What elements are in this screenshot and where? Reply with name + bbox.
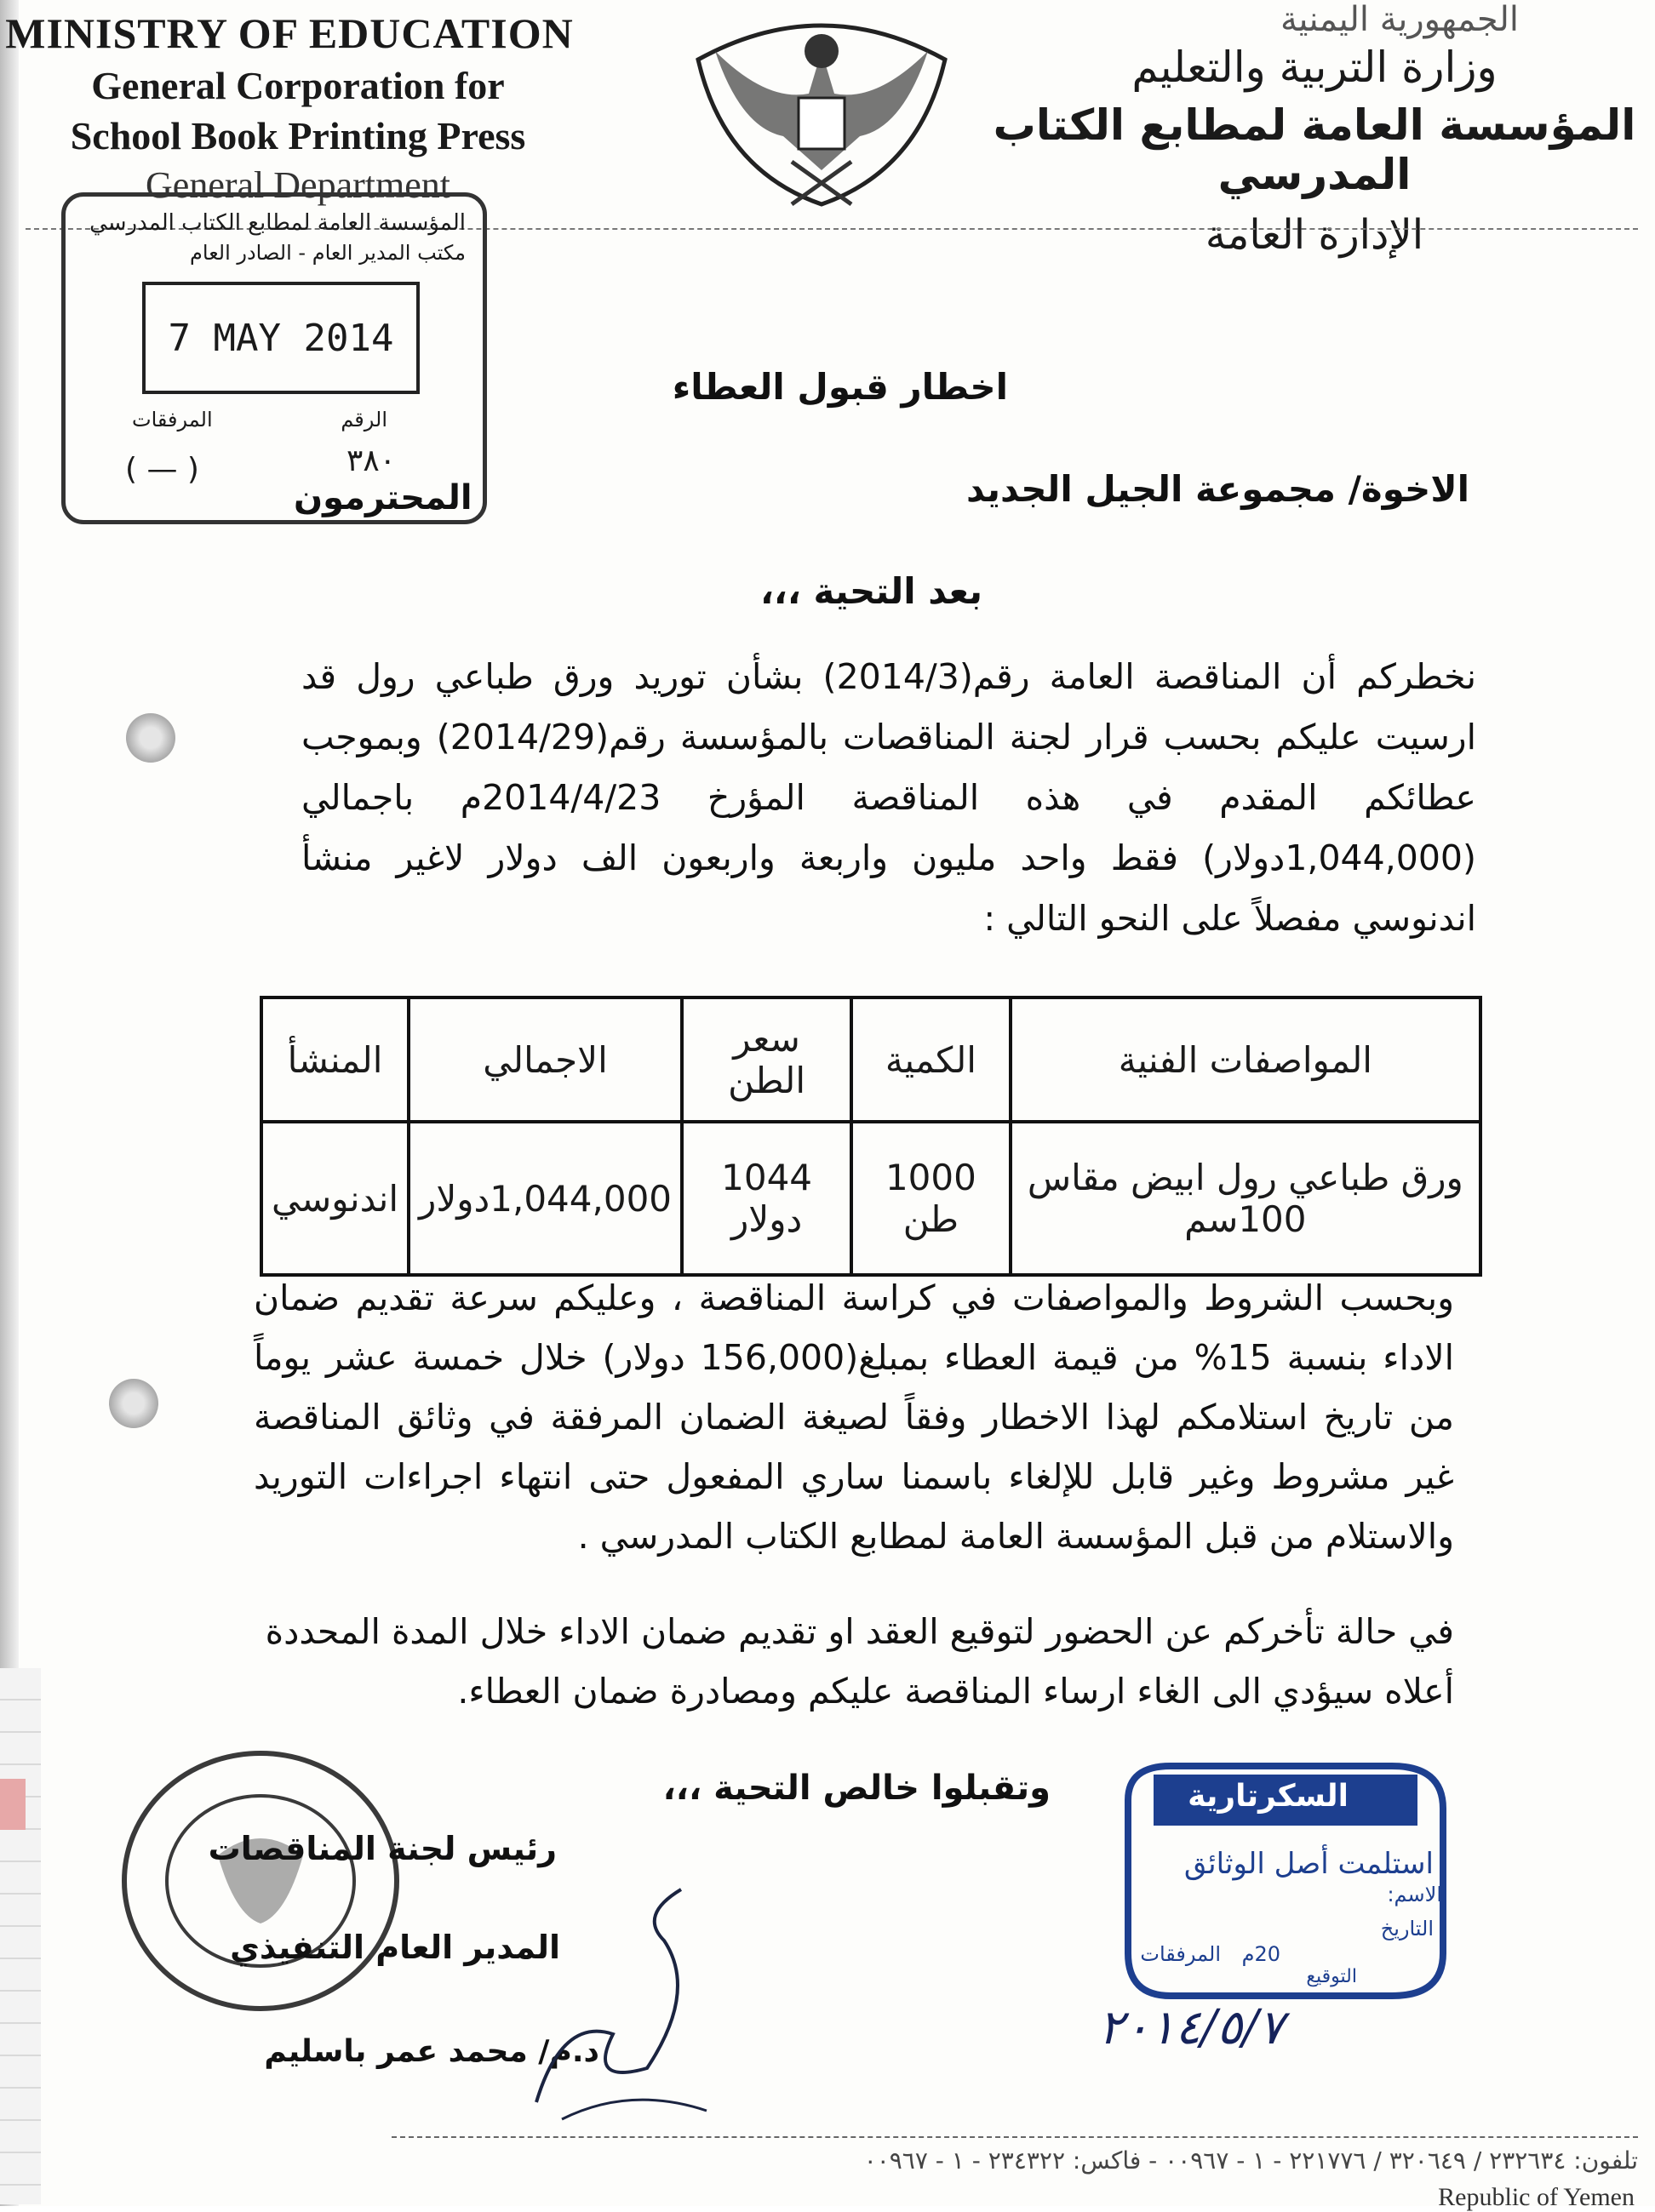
receipt-stamp-title: السكرتارية (1188, 1779, 1349, 1814)
table-cell: 1000 طن (851, 1122, 1011, 1275)
handwritten-signature-icon (511, 1864, 732, 2136)
letter-salutation: الاخوة/ مجموعة الجيل الجديد (966, 468, 1469, 510)
letter-greeting: بعد التحية ،،، (759, 570, 982, 612)
header-cell: المواصفات الفنية (1011, 997, 1480, 1122)
punch-hole-icon (126, 713, 175, 763)
signature-committee-title: رئيس لجنة المناقصات (208, 1830, 557, 1867)
receipt-stamp-attachments: المرفقات (1140, 1942, 1221, 1966)
table-header-row (261, 997, 1480, 1122)
letter-closing: وتقبلوا خالص التحية ،،، (662, 1769, 1051, 1808)
letter-paragraph-guarantee: وبحسب الشروط والمواصفات في كراسة المناقصة ، وعليكم سرعة تقديم ضمان الاداء بنسبة 15% من قيمة العطاء بمبلغ(156,000 دولار) خلال خمسة عشر يوماً من تاريخ استلامكم لهذا الاخطار وفقاً لصيغة الضمان المرفقة في وثائق المناقصة غير مشروط وغير قابل للإلغاء باسمنا ساري المفعول حتى انتهاء اجراءات التوريد والاستلام من قبل المؤسسة العامة لمطابع الكتاب المدرسي . (254, 1277, 1454, 1557)
table-row (261, 1122, 1480, 1275)
letter-title: اخطار قبول العطاء (672, 366, 1008, 408)
stamp-number-label: الرقم (341, 408, 387, 432)
footer-country-en: Republic of Yemen (1438, 2183, 1635, 2211)
signature-name: د.م/ محمد عمر باسليم (264, 2034, 599, 2069)
ministry-name-ar: وزارة التربية والتعليم (1131, 43, 1498, 92)
footer-contacts: تلفون: ٢٣٢٦٣٤ / ٣٢٠٦٤٩ / ٢٢١٧٧٦ - ١ - ٠٠٩٦٧ - فاكس: ٢٣٤٣٢٢ - ١ - ٠٠٩٦٧ (392, 2136, 1638, 2175)
receipt-stamp-date-label: التاريخ (1380, 1917, 1434, 1941)
letter-honorific: المحترمون (294, 478, 472, 517)
signature-director-title: المدير العام التنفيذي (230, 1929, 560, 1966)
corporation-name-ar: المؤسسة العامة لمطابع الكتاب المدرسي (993, 100, 1636, 199)
ministry-name-en: MINISTRY OF EDUCATION (5, 9, 574, 57)
table-cell: 1,044,000دولار (409, 1122, 682, 1275)
header-cell: المنشأ (261, 997, 409, 1122)
corporation-line2-en: School Book Printing Press (70, 114, 526, 157)
handwritten-received-date: ٢٠١٤/٥/٧ (1098, 2000, 1285, 2055)
official-round-seal-icon (116, 1745, 405, 2017)
table-cell: ورق طباعي رول ابيض مقاس 100سم (1011, 1122, 1480, 1275)
english-letterhead (5, 9, 587, 207)
department-en: General Department (146, 164, 450, 206)
table-cell: 1044 دولار (682, 1122, 851, 1275)
stamp-attachments-label: المرفقات (132, 408, 213, 432)
stamp-office-line: مكتب المدير العام - الصادر العام (190, 241, 466, 265)
receipt-stamp-name-label: الاسم: (1387, 1883, 1442, 1906)
ruler-edge (0, 1668, 41, 2204)
receipt-stamp-year: 20م (1241, 1942, 1280, 1966)
letter-paragraph-penalty: في حالة تأخركم عن الحضور لتوقيع العقد او تقديم ضمان الاداء خلال المدة المحددة أعلاه سيؤدي الى الغاء ارساء المناقصة عليكم ومصادرة ضمان العطاء. (265, 1611, 1454, 1712)
letter-paragraph-award: نخطركم أن المناقصة العامة رقم(2014/3) بشأن توريد ورق طباعي رول قد ارسيت عليكم بحسب قرار لجنة المناقصات بالمؤسسة رقم(2014/29) وبموجب عطائكم المقدم في هذه المناقصة المؤرخ 2014/4/23م باجمالي (1,044,000دولار) فقط واحد مليون واربعة واربعون الف دولار لاغير منشأ اندنوسي مفصلاً على النحو التالي : (301, 656, 1477, 939)
stamp-org-line: المؤسسة العامة لمطابع الكتاب المدرسي (89, 210, 466, 236)
outgoing-date-stamp (61, 192, 487, 524)
punch-hole-icon (109, 1379, 158, 1428)
header-cell: الكمية (851, 997, 1011, 1122)
republic-name-ar: الجمهورية اليمنية (1280, 0, 1519, 39)
header-cell: سعر الطن (682, 997, 851, 1122)
stamp-number: ٣٨٠ (346, 443, 397, 478)
table-cell: اندنوسي (261, 1122, 409, 1275)
receipt-stamp-signature-label: التوقيع (1306, 1966, 1357, 1987)
stamp-date: 7 MAY 2014 (142, 282, 420, 394)
receipt-stamp-received: استلمت أصل الوثائق (1183, 1847, 1434, 1881)
stamp-attachments-blank: ( — ) (125, 452, 199, 487)
corporation-line1-en: General Corporation for (91, 64, 505, 107)
bid-details-table (260, 996, 1482, 1277)
arabic-letterhead (991, 0, 1638, 259)
yemen-eagle-emblem-icon (664, 0, 979, 213)
header-cell: الاجمالي (409, 997, 682, 1122)
department-ar: الإدارة العامة (1205, 211, 1424, 259)
ruler-red-mark (0, 1779, 26, 1830)
